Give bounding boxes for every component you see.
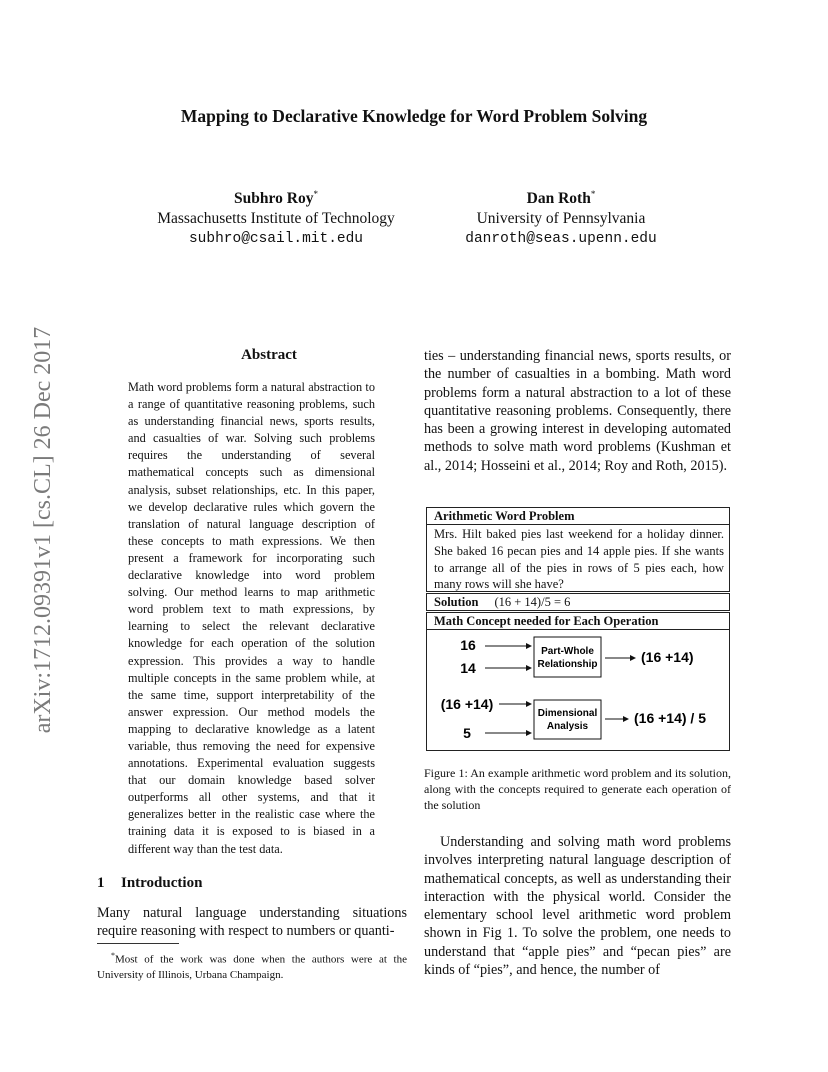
- concept-diagram: [427, 630, 729, 750]
- intro-paragraph-right: ties – understanding financial news, sports results, or the number of casualties in a bombing. Math word problems form a natural abstraction to a lot of these quantitative reasoning problems. Consequently, there has been a growing interest in developing automated methods to solve math word problems (Kushman et al., 2014; Hosseini et al., 2014; Roy and Roth, 2015).: [424, 348, 731, 474]
- concept-box-line: Part-Whole: [541, 646, 594, 657]
- author-affiliation: University of Pennsylvania: [476, 210, 646, 228]
- op2-input-a: (16 +14): [440, 696, 494, 712]
- figure-problem-heading: Arithmetic Word Problem: [426, 507, 730, 525]
- author-name: Subhro Roy: [234, 190, 314, 208]
- author-mark: *: [590, 189, 596, 199]
- footnote-rule: [97, 943, 179, 944]
- figure-caption: [424, 765, 731, 813]
- op2-output: (16 +14) / 5: [634, 710, 706, 726]
- figure-solution-row: [426, 593, 730, 611]
- author-email: subhro@csail.mit.edu: [188, 231, 364, 248]
- intro-paragraph-left: Many natural language understanding situations require reasoning with respect to numbers or quanti-: [97, 905, 407, 939]
- arxiv-stamp: arXiv:1712.09391v1 [cs.CL] 26 Dec 2017: [30, 326, 56, 734]
- concept-box-line: Relationship: [537, 659, 598, 670]
- solution-label: Solution: [434, 595, 479, 609]
- concept-box-part-whole: [534, 637, 601, 677]
- author-block-2: [396, 184, 726, 249]
- author-block-1: [111, 184, 441, 249]
- figure-problem-text: Mrs. Hilt baked pies last weekend for a holiday dinner. She baked 16 pecan pies and 14 apple pies. If she wants to arrange all of the pies in rows of 5 pies each, how many rows will she have?: [426, 524, 730, 592]
- op1-input-a: 16: [460, 637, 476, 653]
- author-email: danroth@seas.upenn.edu: [465, 231, 657, 248]
- paper-title: Mapping to Declarative Knowledge for Word Problem Solving: [180, 106, 648, 126]
- caption-text: An example arithmetic word problem and its solution, along with the concepts required to generate each operation of the solution: [424, 766, 731, 812]
- author-affiliation: Massachusetts Institute of Technology: [157, 210, 395, 228]
- author-mark: *: [313, 189, 318, 199]
- intro-paragraph-2: Understanding and solving math word problems involves interpreting natural language description of mathematical concepts, as well as understanding their interaction with the physical world. Consider the elementary school level arithmetic word problem shown in Fig 1. To solve the problem, one needs to understand that “apple pies” and “pecan pies” are kinds of “pies”, and hence, the number of: [424, 834, 731, 979]
- footnote-text: Most of the work was done when the authors were at the University of Illinois, Urbana Champaign.: [97, 953, 407, 981]
- figure-diagram: [426, 629, 730, 751]
- op2-input-b: 5: [463, 725, 471, 741]
- concept-box-line: Dimensional: [537, 708, 598, 719]
- section-heading: [97, 875, 202, 892]
- solution-expression: (16 + 14)/5 = 6: [494, 595, 571, 609]
- section-number: 1: [97, 875, 105, 891]
- abstract-body: Math word problems form a natural abstraction to a range of quantitative reasoning problems, such as understanding financial news, sports results, and casualties of war. Solving such problems requires the understanding of several mathematical concepts such as dimensional analysis, subset relationships, etc. In this paper, we develop declarative rules which govern the translation of natural language description of these concepts to math expressions. We then present a framework for incorporating such declarative knowledge into word problem solving. Our method learns to map arithmetic word problem text to math expressions, by learning to select the relevant declarative knowledge for each operation of the solution expression. This provides a way to handle multiple concepts in the same problem while, at the same time, support interpretability of the answer expression. Our method models the mapping to declarative knowledge as a latent variable, thus removing the need for expensive annotations. Experimental evaluation suggests that our domain knowledge based solver outperforms all other systems, and that it generalizes better in the realistic case where the training data it is exposed to is biased in a different way than the test data.: [128, 380, 375, 856]
- abstract-heading: Abstract: [241, 347, 297, 363]
- op1-output: (16 +14): [641, 649, 694, 665]
- op1-input-b: 14: [460, 660, 476, 676]
- figure-concept-heading: Math Concept needed for Each Operation: [426, 612, 730, 630]
- footnote: [97, 948, 407, 983]
- caption-label: Figure 1:: [424, 766, 468, 780]
- concept-box-dimensional: [534, 700, 601, 739]
- concept-box-line: Analysis: [546, 721, 589, 732]
- section-title: Introduction: [121, 875, 203, 891]
- author-name: Dan Roth: [526, 190, 591, 208]
- footnote-mark: *: [111, 951, 115, 960]
